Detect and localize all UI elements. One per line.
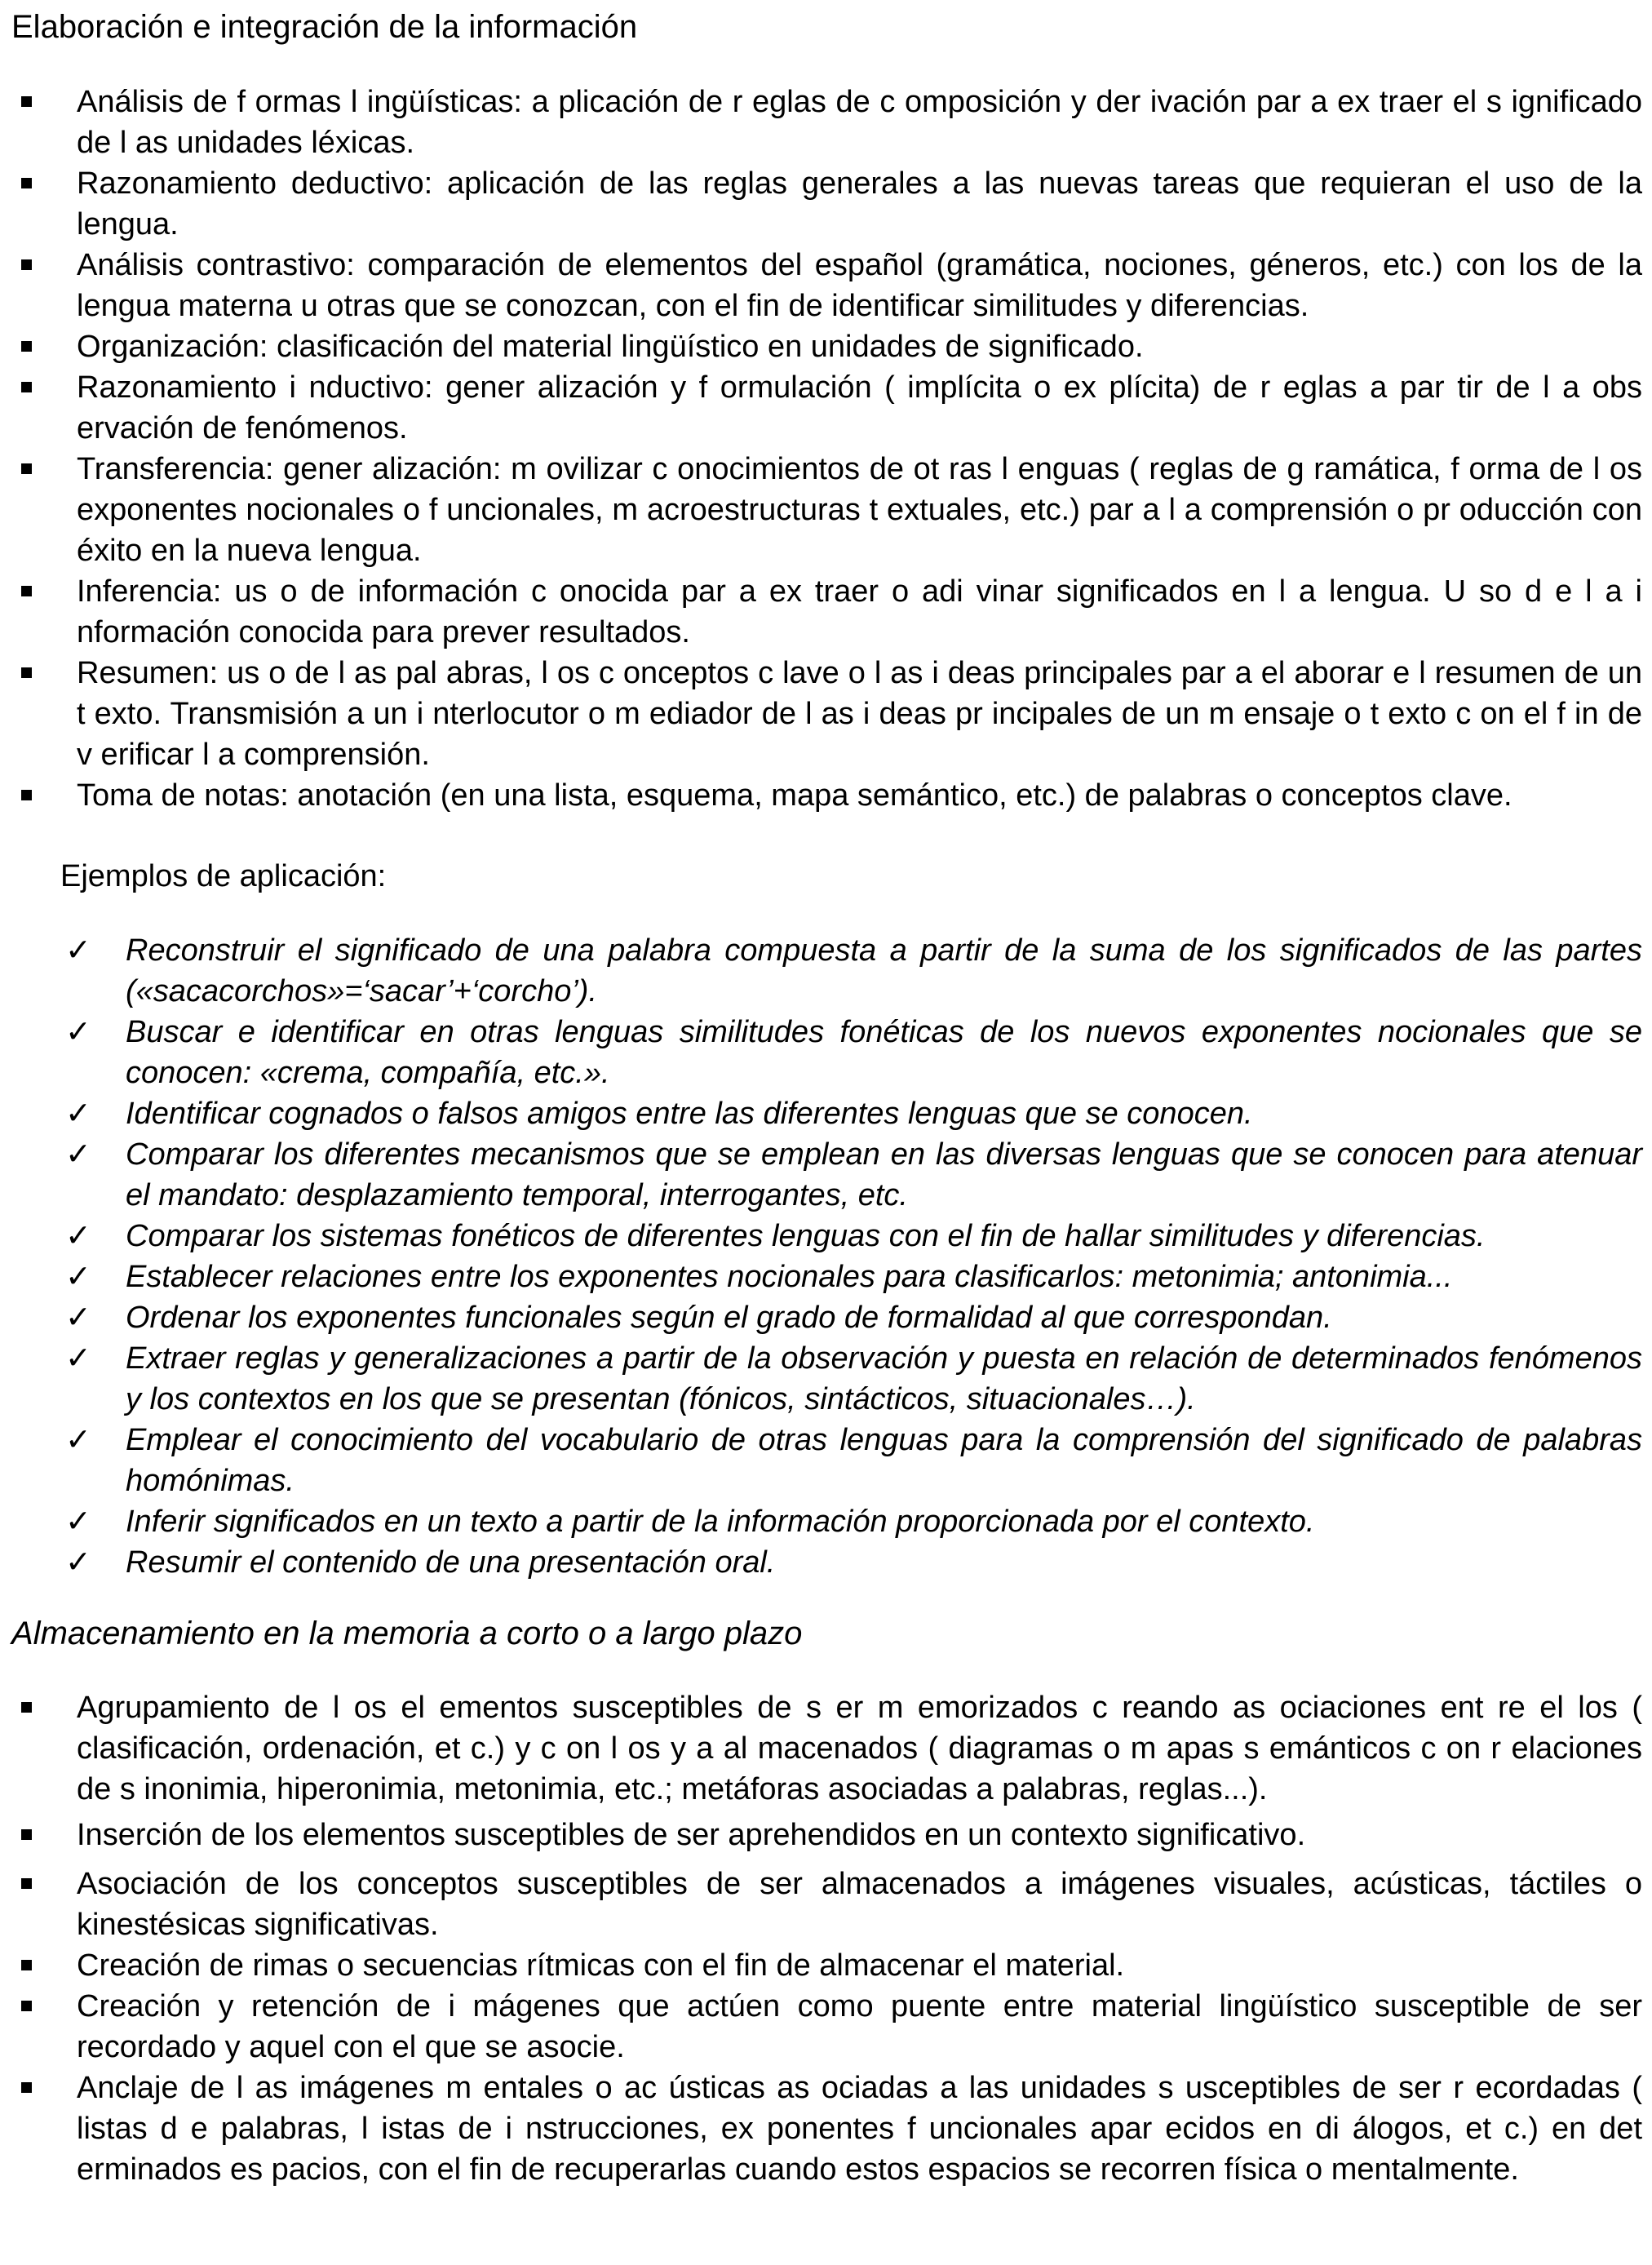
list-item-text: Inferencia: us o de información c onocida par a ex traer o adi vinar significados en l a lengua. U so d e l a i nformación conocida para prever resultados. (77, 574, 1642, 649)
section-title-elaboracion: Elaboración e integración de la información (11, 9, 638, 45)
checkmark-icon: ✓ (65, 1544, 91, 1580)
square-bullet-icon (21, 586, 32, 596)
checkmark-icon: ✓ (65, 1299, 91, 1335)
list-item-text: Análisis contrastivo: comparación de elementos del español (gramática, nociones, géneros, etc.) con los de la lengua materna u otras que se conozcan, con el fin de identificar similitudes y diferencias. (77, 248, 1642, 323)
list-item-text: Resumen: us o de l as pal abras, l os c onceptos c lave o l as i deas principales par a el aborar e l resumen de un t exto. Transmisión a un i nterlocutor o m ediador de l as i deas pr incipales de un m ensaje o t exto c on el f in de v erificar l a comprensión. (77, 656, 1642, 772)
section-title-almacenamiento: Almacenamiento en la memoria a corto o a largo plazo (11, 1616, 803, 1651)
example-item (11, 1134, 1642, 1216)
checkmark-icon: ✓ (65, 1217, 91, 1253)
list-item-text: Agrupamiento de l os el ementos susceptibles de s er m emorizados c reando as ociaciones ent re el los ( clasificación, ordenación, et c.) y c on l os y a al macenados ( diagramas o m apas s emánticos c on r elaciones de s inonimia, hiperonimia, metonimia, etc.; metáforas asociadas a palabras, reglas...). (77, 1691, 1642, 1806)
list-item (11, 1945, 1642, 1986)
example-item-text: Establecer relaciones entre los exponentes nocionales para clasificarlos: metonimia; antonimia... (126, 1260, 1453, 1294)
list-item (11, 1687, 1642, 1810)
checkmark-icon: ✓ (65, 1013, 91, 1049)
list-item-text: Transferencia: gener alización: m ovilizar c onocimientos de ot ras l enguas ( reglas de g ramática, f orma de l os exponentes nocionales o f uncionales, m acroestructuras t extuales, etc.) par a l a comprensión o pr oducción con éxito en la nueva lengua. (77, 452, 1642, 568)
list-item (11, 653, 1642, 775)
document-page (11, 7, 1642, 2190)
checkmark-icon: ✓ (65, 1503, 91, 1539)
strategy-list-elaboracion (11, 82, 1642, 816)
example-item (11, 1093, 1642, 1134)
example-item (11, 1542, 1642, 1583)
square-bullet-icon (21, 2082, 32, 2093)
example-item-text: Comparar los diferentes mecanismos que se emplean en las diversas lenguas que se conocen para atenuar el mandato: desplazamiento temporal, interrogantes, etc. (126, 1137, 1642, 1212)
list-item (11, 163, 1642, 245)
examples-title: Ejemplos de aplicación: (60, 859, 387, 893)
list-item-text: Creación y retención de i mágenes que actúen como puente entre material lingüístico susceptible de ser recordado y aquel con el que se asocie. (77, 1989, 1642, 2064)
list-item-text: Toma de notas: anotación (en una lista, esquema, mapa semántico, etc.) de palabras o conceptos clave. (77, 778, 1512, 813)
square-bullet-icon (21, 463, 32, 474)
square-bullet-icon (21, 1960, 32, 1970)
square-bullet-icon (21, 96, 32, 107)
checkmark-icon: ✓ (65, 932, 91, 968)
example-item (11, 1501, 1642, 1542)
example-item-text: Extraer reglas y generalizaciones a partir de la observación y puesta en relación de determinados fenómenos y los contextos en los que se presentan (fónicos, sintácticos, situacionales…). (126, 1341, 1642, 1416)
checkmark-icon: ✓ (65, 1421, 91, 1457)
square-bullet-icon (21, 382, 32, 392)
example-item (11, 1297, 1642, 1338)
list-item (11, 2068, 1642, 2190)
example-item-text: Comparar los sistemas fonéticos de diferentes lenguas con el fin de hallar similitudes y diferencias. (126, 1219, 1486, 1253)
strategy-list-almacenamiento (11, 1687, 1642, 2190)
example-item-text: Inferir significados en un texto a partir de la información proporcionada por el contexto. (126, 1505, 1315, 1539)
example-item-text: Reconstruir el significado de una palabra compuesta a partir de la suma de los significados de las partes («sacacorchos»=‘sacar’+‘corcho’). (126, 933, 1642, 1008)
list-item-text: Inserción de los elementos susceptibles de ser aprehendidos en un contexto significativo. (77, 1818, 1306, 1852)
list-item-text: Anclaje de l as imágenes m entales o ac ústicas as ociadas a las unidades s usceptibles de ser r ecordadas ( listas d e palabras, l istas de i nstrucciones, ex ponentes f uncionales apar ecidos en di álogos, et c.) en det erminados es pacios, con el fin de recuperarlas cuando estos espacios se recorren física o mentalmente. (77, 2071, 1642, 2187)
list-item (11, 326, 1642, 367)
list-item-text: Razonamiento i nductivo: gener alización y f ormulación ( implícita o ex plícita) de r eglas a par tir de l a obs ervación de fenómenos. (77, 370, 1642, 445)
list-item (11, 571, 1642, 653)
list-item (11, 1864, 1642, 1945)
square-bullet-icon (21, 1702, 32, 1713)
checkmark-icon: ✓ (65, 1095, 91, 1131)
example-item-text: Emplear el conocimiento del vocabulario de otras lenguas para la comprensión del significado de palabras homónimas. (126, 1423, 1642, 1498)
square-bullet-icon (21, 1878, 32, 1889)
square-bullet-icon (21, 2001, 32, 2011)
example-item-text: Identificar cognados o falsos amigos entre las diferentes lenguas que se conocen. (126, 1097, 1253, 1131)
examples-list (11, 930, 1642, 1583)
example-item (11, 1338, 1642, 1420)
example-item (11, 930, 1642, 1012)
square-bullet-icon (21, 341, 32, 352)
list-item (11, 245, 1642, 326)
checkmark-icon: ✓ (65, 1258, 91, 1294)
example-item (11, 1216, 1642, 1257)
example-item-text: Buscar e identificar en otras lenguas similitudes fonéticas de los nuevos exponentes nocionales que se conocen: «crema, compañía, etc.». (126, 1015, 1642, 1090)
list-item-text: Razonamiento deductivo: aplicación de las reglas generales a las nuevas tareas que requieran el uso de la lengua. (77, 166, 1642, 242)
list-item (11, 449, 1642, 571)
square-bullet-icon (21, 259, 32, 270)
checkmark-icon: ✓ (65, 1340, 91, 1376)
example-item-text: Resumir el contenido de una presentación oral. (126, 1545, 776, 1580)
example-item (11, 1420, 1642, 1501)
list-item (11, 82, 1642, 163)
list-item-text: Organización: clasificación del material lingüístico en unidades de significado. (77, 330, 1144, 364)
checkmark-icon: ✓ (65, 1136, 91, 1172)
square-bullet-icon (21, 790, 32, 800)
example-item (11, 1257, 1642, 1297)
example-item (11, 1012, 1642, 1093)
example-item-text: Ordenar los exponentes funcionales según el grado de formalidad al que correspondan. (126, 1301, 1332, 1335)
list-item-text: Análisis de f ormas l ingüísticas: a plicación de r eglas de c omposición y der ivación par a ex traer el s ignificado de l as unidades léxicas. (77, 85, 1642, 160)
list-item (11, 367, 1642, 449)
list-item-text: Creación de rimas o secuencias rítmicas con el fin de almacenar el material. (77, 1948, 1125, 1983)
square-bullet-icon (21, 178, 32, 188)
square-bullet-icon (21, 1829, 32, 1840)
list-item (11, 1815, 1642, 1855)
list-item (11, 775, 1642, 816)
list-item-text: Asociación de los conceptos susceptibles de ser almacenados a imágenes visuales, acústicas, táctiles o kinestésicas significativas. (77, 1867, 1642, 1942)
list-item (11, 1986, 1642, 2068)
square-bullet-icon (21, 667, 32, 678)
